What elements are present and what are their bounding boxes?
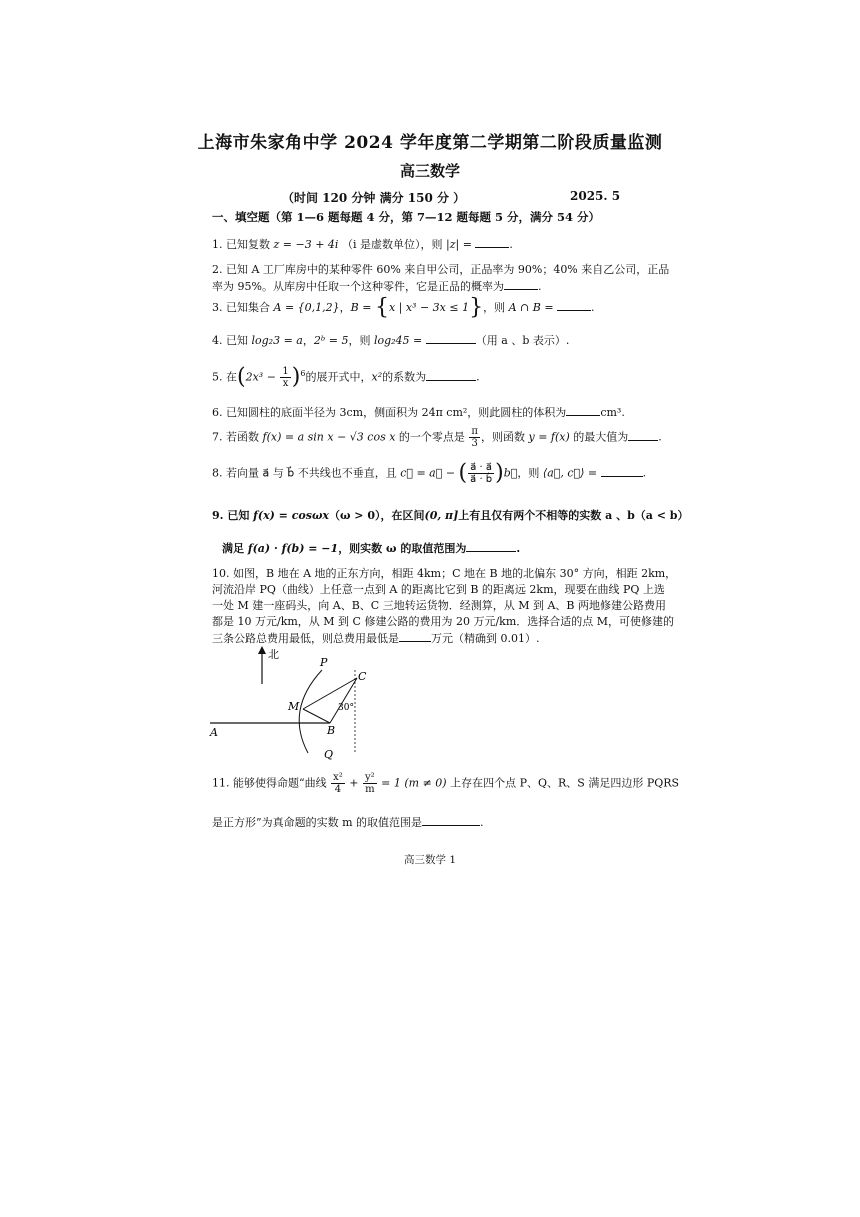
question-9-line-2: 满足 f(a) · f(b) = −1，则实数 ω 的取值范围为 . [222, 542, 521, 555]
question-2: 2. 已知 A 工厂库房中的某种零件 60% 来自甲公司，正品率为 90%；40% 来自乙公司，正品 率为 95%。从库房中任取一个这种零件，它是正品的概率为 . [212, 263, 670, 293]
label-b: B [327, 724, 336, 737]
question-4: 4. 已知 log₂3 = a，2ᵇ = 5，则 log₂45 = （用 a 、b 表示）. [212, 334, 570, 347]
exam-date: 2025. 5 [570, 189, 621, 203]
question-11: 11. 能够使得命题“曲线 $\frac{\text{x²}}{4}$ + $\frac{\text{y²}}{m}$ = 1 (m ≠ 0) 上存在四个点 P、Q、R、S 满足四边形 PQRS [212, 772, 680, 795]
section-heading: 一、填空题（第 1—6 题每题 4 分，第 7—12 题每题 5 分，满分 54 分） [212, 210, 601, 224]
answer-blank[interactable] [466, 540, 516, 552]
answer-blank[interactable] [566, 404, 600, 416]
question-6: 6. 已知圆柱的底面半径为 3cm，侧面积为 24π cm²，则此圆柱的体积为 cm³. [212, 406, 625, 419]
question-9: 9. 已知 f(x) = cosωx（ω > 0），在区间(0, π]上有且仅有两个不相等的实数 a 、b（a < b） [212, 509, 689, 522]
answer-blank[interactable] [504, 278, 538, 290]
north-arrowhead-icon [258, 646, 266, 654]
answer-blank[interactable] [628, 429, 658, 441]
answer-blank[interactable] [399, 630, 431, 642]
question-10: 10. 如图，B 地在 A 地的正东方向，相距 4km；C 地在 B 地的北偏东 30° 方向，相距 2km， 河流沿岸 PQ（曲线）上任意一点到 A 的距离比它到 B 的距离远 2km，现要在曲线 PQ 上选 一处 M 建一座码头，向 A、B、C 三地转运货物．经测算，从 M 到 A、B 两地修建公路费用 都是 10 万元/km，从 M 到 C 修建公路的费用为 20 万元/km．选择合适的点 M，可使修建的 三条公路总费用最低，则总费用最低是 万元（精确到 0.01）. [212, 567, 677, 645]
curve-pq [299, 670, 322, 753]
abs-z: |z| [445, 238, 460, 251]
label-c: C [358, 670, 367, 683]
answer-blank[interactable] [426, 332, 476, 344]
question-11-line-2: 是正方形”为真命题的实数 m 的取值范围是 . [212, 816, 484, 829]
line-bc [330, 678, 357, 723]
label-p: P [320, 656, 328, 669]
question-1: 1. 已知复数 z = −3 + 4i （i 是虚数单位），则 |z| = . [212, 238, 513, 251]
line-mb [303, 709, 330, 723]
label-q: Q [324, 748, 334, 760]
label-angle: 30° [338, 703, 354, 713]
question-7: 7. 若函数 f(x) = a sin x − √3 cos x 的一个零点是 $\frac{\pi}{3}$ ，则函数 y = f(x) 的最大值为 . [212, 426, 662, 449]
answer-blank[interactable] [557, 299, 591, 311]
exam-title: 上海市朱家角中学 2024 学年度第二学期第二阶段质量监测 [197, 133, 663, 153]
answer-blank[interactable] [475, 236, 509, 248]
north-label: 北 [268, 648, 279, 661]
answer-blank[interactable] [601, 465, 643, 477]
q10-figure [200, 640, 400, 760]
label-m: M [288, 700, 300, 713]
question-5: 5. 在(2x³ − $\frac{1}{x}$ )$^6$的展开式中，x²的系数为 . [212, 364, 480, 390]
exam-time-score: （时间 120 分钟 满分 150 分 ） [282, 191, 466, 205]
label-a: A [210, 726, 218, 739]
question-8: 8. 若向量 a⃗ 与 b⃗ 不共线也不垂直，且 c⃗ = a⃗ − ( $\frac{a⃗ \cdot a⃗}{a⃗ \cdot b⃗}$ )b⃗，则 ⟨a⃗, c⃗⟩ = . [212, 460, 647, 486]
answer-blank[interactable] [426, 369, 476, 381]
answer-blank[interactable] [422, 814, 480, 826]
exam-subtitle: 高三数学 [399, 162, 460, 180]
page-footer: 高三数学 1 [403, 854, 457, 866]
question-3: 3. 已知集合 A = {0,1,2}，B = {x | x³ − 3x ≤ 1}，则 A ∩ B = . [212, 295, 595, 320]
